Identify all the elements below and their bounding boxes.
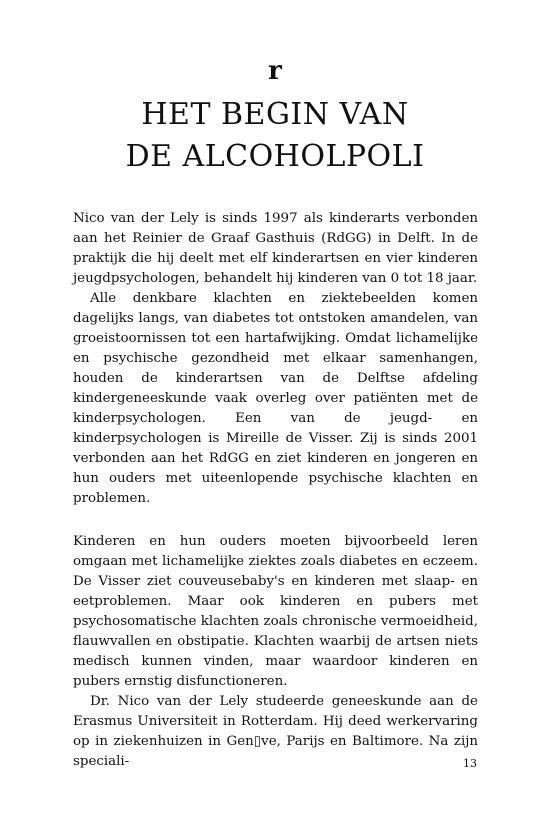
paragraph: Alle denkbare klachten en ziektebeelden komen dagelijks langs, van diabetes tot ontstoken amandelen, van groeistoornissen tot een hartafwijking. Omdat lichamelijke en psychische gezondheid met elkaar samenhangen, houden de kinderartsen van de Delftse afdeling kindergeneeskunde vaak overleg over patiënten met de kinderpsychologen. Een van de jeugd- en kinderpsychologen is Mireille de Visser. Zij is sinds 2001 verbonden aan het RdGG en ziet kinderen en jongeren en hun ouders met uiteenlopende psychische klachten en problemen. [73,291,478,506]
chapter-title-line-2: DE ALCOHOLPOLI [125,139,425,174]
text-section-2 [73,532,478,772]
chapter-number: r [268,56,282,86]
paragraph: Dr. Nico van der Lely studeerde geneeskunde aan de Erasmus Universiteit in Rotterdam. Hij deed werkervaring op in ziekenhuizen in Gen▯ve, Parijs en Baltimore. Na zijn speciali- [73,694,478,769]
chapter-title [0,94,550,178]
chapter-title-line-1: HET BEGIN VAN [141,97,409,132]
paragraph: Nico van der Lely is sinds 1997 als kinderarts verbonden aan het Reinier de Graaf Gasthuis (RdGG) in Delft. In de praktijk die hij deelt met elf kinderartsen en vier kinderen jeugdpsychologen, behandelt hij kinderen van 0 tot 18 jaar. [73,211,478,286]
text-section-1 [73,209,478,509]
paragraph: Kinderen en hun ouders moeten bijvoorbeeld leren omgaan met lichamelijke ziektes zoals diabetes en eczeem. De Visser ziet couveusebaby's en kinderen met slaap- en eetproblemen. Maar ook kinderen en pubers met psychosomatische klachten zoals chronische vermoeidheid, flauwvallen en obstipatie. Klachten waarbij de artsen niets medisch kunnen vinden, maar waardoor kinderen en pubers ernstig disfunctioneren. [73,534,478,689]
page-number: 13 [463,757,477,770]
